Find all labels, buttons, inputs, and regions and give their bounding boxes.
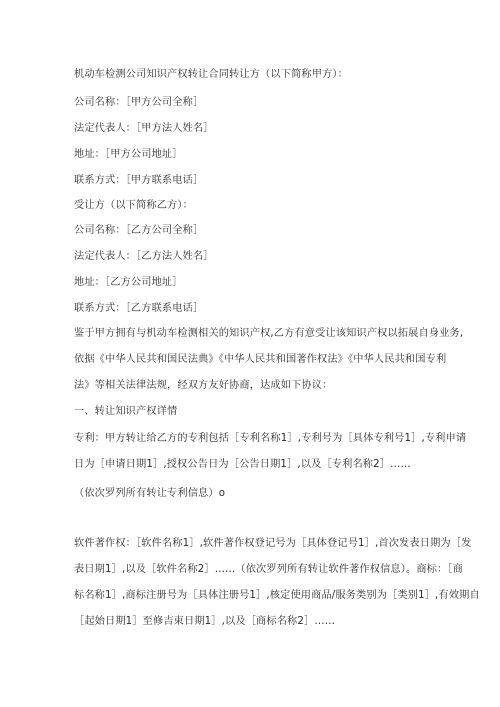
software-line: ［起始日期1］至修吉束日期1］,以及［商标名称2］…… [74, 616, 336, 627]
patent-line: 日为［申请日期1］,授权公告日为［公告日期1］,以及［专利名称2］…… [74, 459, 411, 470]
preamble-line: 依据《中华人民共和国民法典》《中华人民共和国著作权法》《中华人民共和国专利 [74, 354, 447, 365]
party-b-address: 地址：［乙方公司地址］ [74, 277, 183, 288]
party-a-legal-rep: 法定代表人：［甲方法人姓名］ [74, 123, 214, 134]
party-b-company: 公司名称：［乙方公司全称］ [74, 225, 204, 236]
software-line: 标名称1］,商标注册号为［具体注册号1］,核定使用商品/服务类别为［类别1］,有效期自 [74, 590, 480, 601]
party-a-address: 地址：［甲方公司地址］ [74, 149, 183, 160]
section-title: 一、转让知识产权详情 [74, 406, 178, 417]
party-b-legal-rep: 法定代表人：［乙方法人姓名］ [74, 251, 214, 262]
party-a-contact: 联系方式：［甲方联系电话］ [74, 175, 204, 186]
party-b-contact: 联系方式：［乙方联系电话］ [74, 303, 204, 314]
preamble-line: 鉴于甲方拥有与机动车检测相关的知识产权,乙方有意受让该知识产权以拓展自身业务, [74, 328, 464, 339]
party-a-company: 公司名称：［甲方公司全称］ [74, 97, 204, 108]
software-line: 软件著作权：［软件名称1］,软件著作权登记号为［具体登记号1］,首次发表日期为［发 [74, 538, 472, 549]
preamble-line: 法》等相关法律法规，经双方友好协商，达成如下协议： [74, 380, 333, 391]
patent-line: 专利：甲方转让给乙方的专利包括［专利名称1］,专利号为［具体专利号1］,专利申请 [74, 433, 467, 444]
contract-heading: 机动车检测公司知识产权转让合同转让方（以下简称甲方）： [74, 69, 349, 80]
software-line: 表日期1］,以及［软件名称2］……（依次罗列所有转让软件著作权信息）。商标：［商 [74, 564, 463, 575]
party-b-heading: 受让方（以下简称乙方）： [74, 200, 193, 211]
patent-line: （依次罗列所有转让专利信息）o [74, 488, 226, 499]
